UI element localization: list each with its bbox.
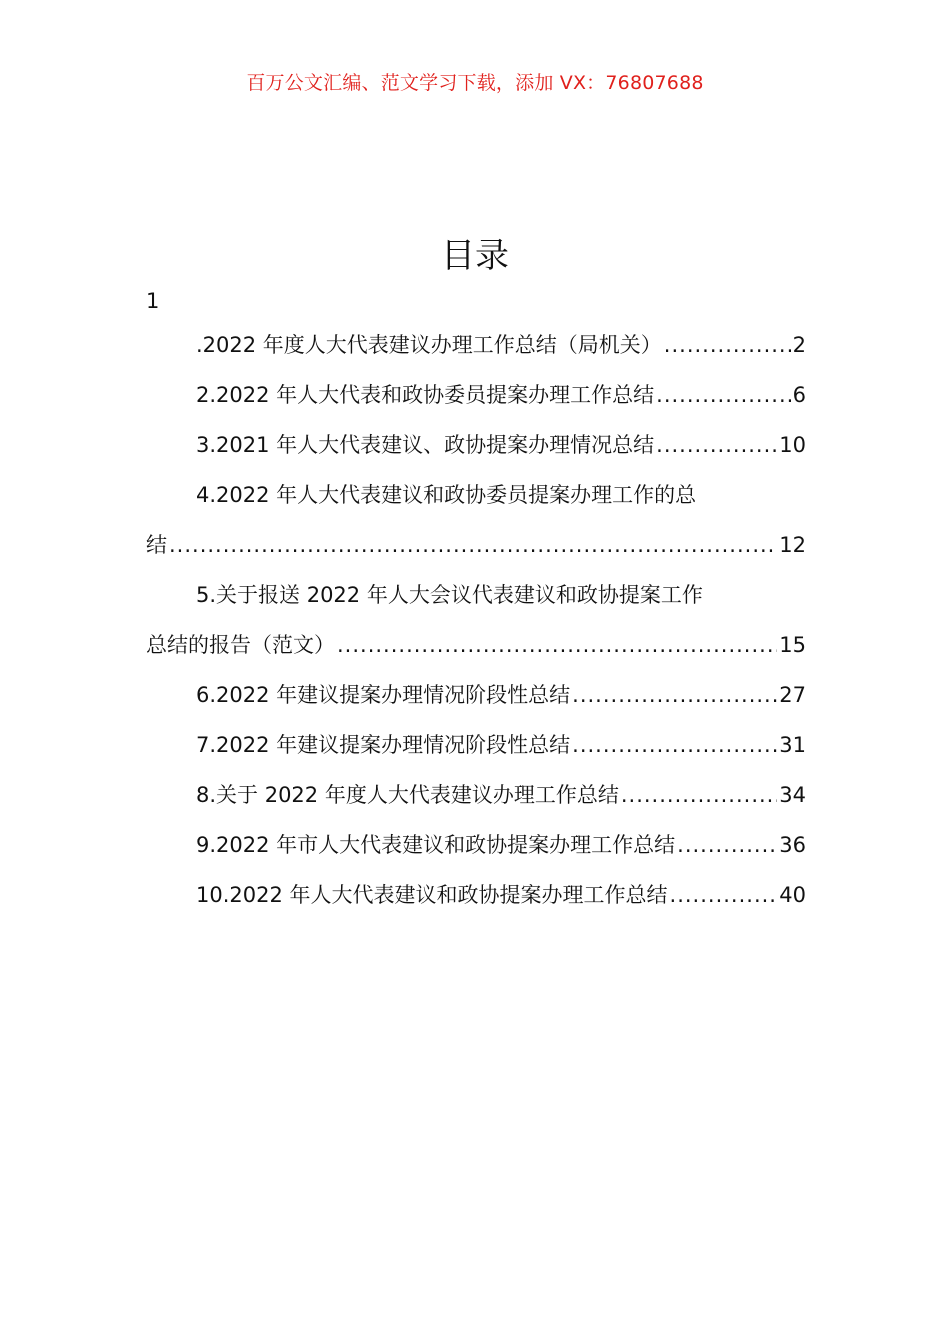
- toc-entry-title-continued: 结: [146, 533, 167, 557]
- toc-entry-line: [146, 670, 806, 720]
- toc-page-number: 12: [779, 533, 806, 557]
- toc-entry-line: [146, 370, 806, 420]
- toc-page-number: 34: [779, 783, 806, 807]
- toc-entry[interactable]: [146, 770, 806, 820]
- toc-page-number: 36: [779, 833, 806, 857]
- toc-leader-dots: [572, 670, 777, 720]
- toc-page-number: 10: [779, 433, 806, 457]
- toc-entries: [146, 320, 806, 920]
- toc-entry-title: .2022 年度人大代表建议办理工作总结（局机关）: [196, 333, 662, 357]
- table-of-contents: [146, 282, 806, 920]
- toc-lead-number: 1: [146, 289, 160, 313]
- toc-leader-dots: [621, 770, 777, 820]
- toc-entry-title: 4.2022 年人大代表建议和政协委员提案办理工作的总: [196, 483, 697, 507]
- toc-entry-title: 8.关于 2022 年度人大代表建议办理工作总结: [196, 783, 619, 807]
- toc-leader-dots: [670, 870, 778, 920]
- toc-leader-dots: [656, 420, 777, 470]
- toc-page-number: 31: [779, 733, 806, 757]
- toc-entry-title-continued: 总结的报告（范文）: [146, 633, 335, 657]
- toc-entry-title: 6.2022 年建议提案办理情况阶段性总结: [196, 683, 571, 707]
- toc-entry-line: [146, 470, 806, 520]
- toc-entry-line: [146, 520, 806, 570]
- toc-title: 目录: [441, 236, 509, 276]
- toc-entry-line: [146, 570, 806, 620]
- watermark-header-note: 百万公文汇编、范文学习下载，添加 VX：76807688: [246, 72, 704, 94]
- toc-entry[interactable]: [146, 420, 806, 470]
- toc-entry-title: 5.关于报送 2022 年人大会议代表建议和政协提案工作: [196, 583, 703, 607]
- toc-entry-line: [146, 870, 806, 920]
- toc-entry[interactable]: [146, 820, 806, 870]
- toc-entry-title: 9.2022 年市人大代表建议和政协提案办理工作总结: [196, 833, 676, 857]
- toc-leader-dots: [677, 820, 777, 870]
- toc-entry[interactable]: [146, 370, 806, 420]
- toc-entry[interactable]: [146, 670, 806, 720]
- toc-leader-dots: [656, 370, 790, 420]
- toc-entry[interactable]: [146, 870, 806, 920]
- toc-entry-line: [146, 720, 806, 770]
- toc-entry[interactable]: [146, 720, 806, 770]
- toc-entry[interactable]: [146, 320, 806, 370]
- toc-leader-dots: [664, 320, 791, 370]
- toc-entry-line: [146, 620, 806, 670]
- toc-leader-dots: [572, 720, 777, 770]
- toc-entry-title: 10.2022 年人大代表建议和政协提案办理工作总结: [196, 883, 668, 907]
- toc-entry-title: 3.2021 年人大代表建议、政协提案办理情况总结: [196, 433, 655, 457]
- toc-entry-line: [146, 320, 806, 370]
- toc-entry-line: [146, 770, 806, 820]
- toc-leader-dots: [337, 620, 777, 670]
- toc-entry-title: 7.2022 年建议提案办理情况阶段性总结: [196, 733, 571, 757]
- toc-leader-dots: [169, 520, 777, 570]
- toc-page-number: 27: [779, 683, 806, 707]
- toc-entry-title: 2.2022 年人大代表和政协委员提案办理工作总结: [196, 383, 655, 407]
- toc-page-number: 2: [792, 333, 806, 357]
- toc-entry[interactable]: [146, 470, 806, 570]
- toc-entry[interactable]: [146, 570, 806, 670]
- toc-entry-line: [146, 420, 806, 470]
- toc-page-number: 15: [779, 633, 806, 657]
- toc-page-number: 40: [779, 883, 806, 907]
- toc-entry-line: [146, 820, 806, 870]
- toc-page-number: 6: [792, 383, 806, 407]
